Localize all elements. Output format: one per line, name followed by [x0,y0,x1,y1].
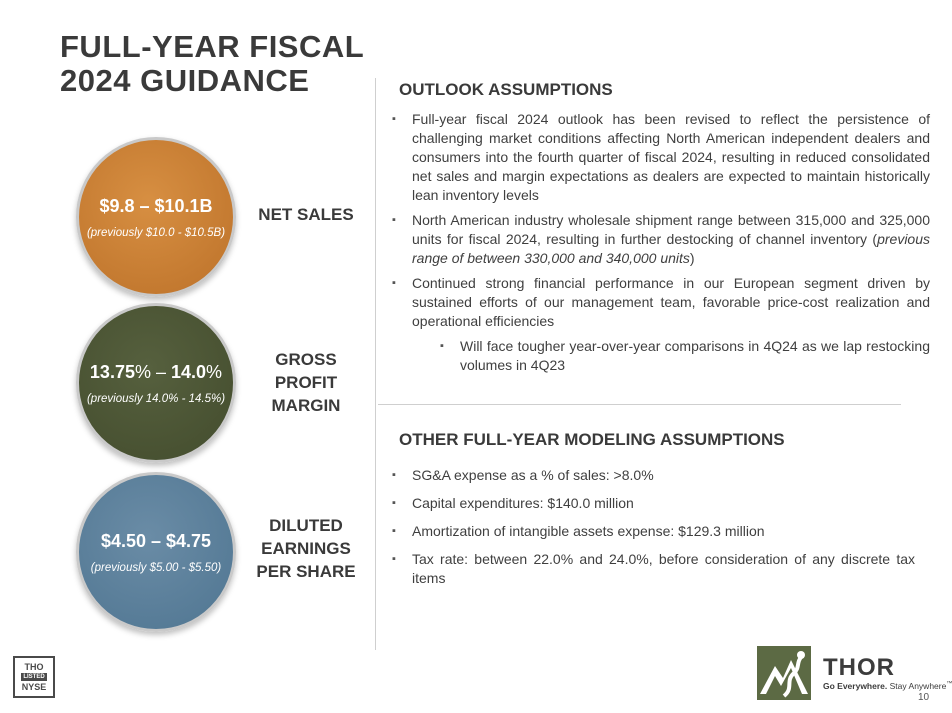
outlook-bullet: ▪ Continued strong financial performance in our European segment driven by sustained efforts of our management team, favorable price-cost realization and operational efficiencies [389,274,930,331]
gross-margin-dash: – [150,362,171,382]
title-line-2: 2024 GUIDANCE [60,63,310,98]
title-line-1: FULL-YEAR FISCAL [60,29,365,64]
eps-value: $4.50 – $4.75 [100,531,212,551]
outlook-bullet-text: North American industry wholesale shipment range between 315,000 and 325,000 units for fiscal 2024, resulting in further destocking of channel inventory ( [412,212,930,247]
net-sales-label: NET SALES [258,205,354,224]
outlook-list [389,110,930,381]
nyse-badge-exchange: NYSE [21,682,47,692]
eps-label-line: PER SHARE [256,562,356,581]
outlook-sub-bullet: ▪ Will face tougher year-over-year comparisons in 4Q24 as we lap restocking volumes in 4Q23 [437,337,930,375]
vertical-divider [375,78,376,650]
thor-logo-icon [757,646,811,700]
outlook-bullet-italic: previous range of between 330,000 and 340,000 units [412,231,930,266]
horizontal-divider [378,404,901,405]
slide-title [60,30,364,98]
net-sales-circle [76,137,236,297]
modeling-bullet: ▪ Capital expenditures: $140.0 million [389,494,915,513]
eps-label [246,514,366,583]
tagline-rest: Stay Anywhere [887,681,947,691]
gross-margin-high: 14.0 [171,362,207,382]
outlook-bullet [389,211,930,268]
gross-margin-label [246,348,366,417]
thor-brand-name: THOR [823,654,895,681]
page-number: 10 [918,692,930,703]
gross-margin-label-line: GROSS [275,350,337,369]
net-sales-value: $9.8 – $10.1B [99,196,213,216]
gross-margin-low: 13.75 [89,362,135,382]
thor-tagline [823,681,952,691]
modeling-bullet: ▪ SG&A expense as a % of sales: >8.0% [389,466,915,485]
outlook-title: OUTLOOK ASSUMPTIONS [399,80,613,99]
eps-label-line: DILUTED [269,516,343,535]
gross-margin-value [90,361,222,383]
modeling-title: OTHER FULL-YEAR MODELING ASSUMPTIONS [399,430,785,449]
gross-margin-circle [76,303,236,463]
tagline-trademark: ™ [946,681,952,688]
eps-label-line: EARNINGS [261,539,351,558]
net-sales-previous: (previously $10.0 - $10.5B) [86,227,226,239]
gross-margin-high-pct: % [206,362,223,382]
gross-margin-previous: (previously 14.0% - 14.5%) [86,393,226,405]
modeling-bullet: ▪ Amortization of intangible assets expense: $129.3 million [389,522,915,541]
gross-margin-label-line: PROFIT [274,373,338,392]
gross-margin-low-pct: % [134,362,151,382]
eps-previous: (previously $5.00 - $5.50) [90,562,222,574]
tagline-bold: Go Everywhere. [823,681,888,691]
nyse-listed-badge [13,656,55,698]
modeling-list [389,466,915,597]
nyse-badge-listed: LISTED [23,674,45,680]
gross-margin-label-line: MARGIN [271,396,341,415]
modeling-bullet: ▪ Tax rate: between 22.0% and 24.0%, before consideration of any discrete tax items [389,550,915,588]
nyse-badge-ticker: THO [24,662,44,672]
outlook-bullet: ▪ Full-year fiscal 2024 outlook has been revised to reflect the persistence of challenging market conditions affecting North American independent dealers and consumers into the fourth quarter of fiscal 2024, resulting in reduced consolidated net sales and margin expectations as dealers are expected to maintain historically lean inventory levels [389,110,930,205]
outlook-bullet-text: ) [689,250,695,266]
eps-circle [76,472,236,632]
